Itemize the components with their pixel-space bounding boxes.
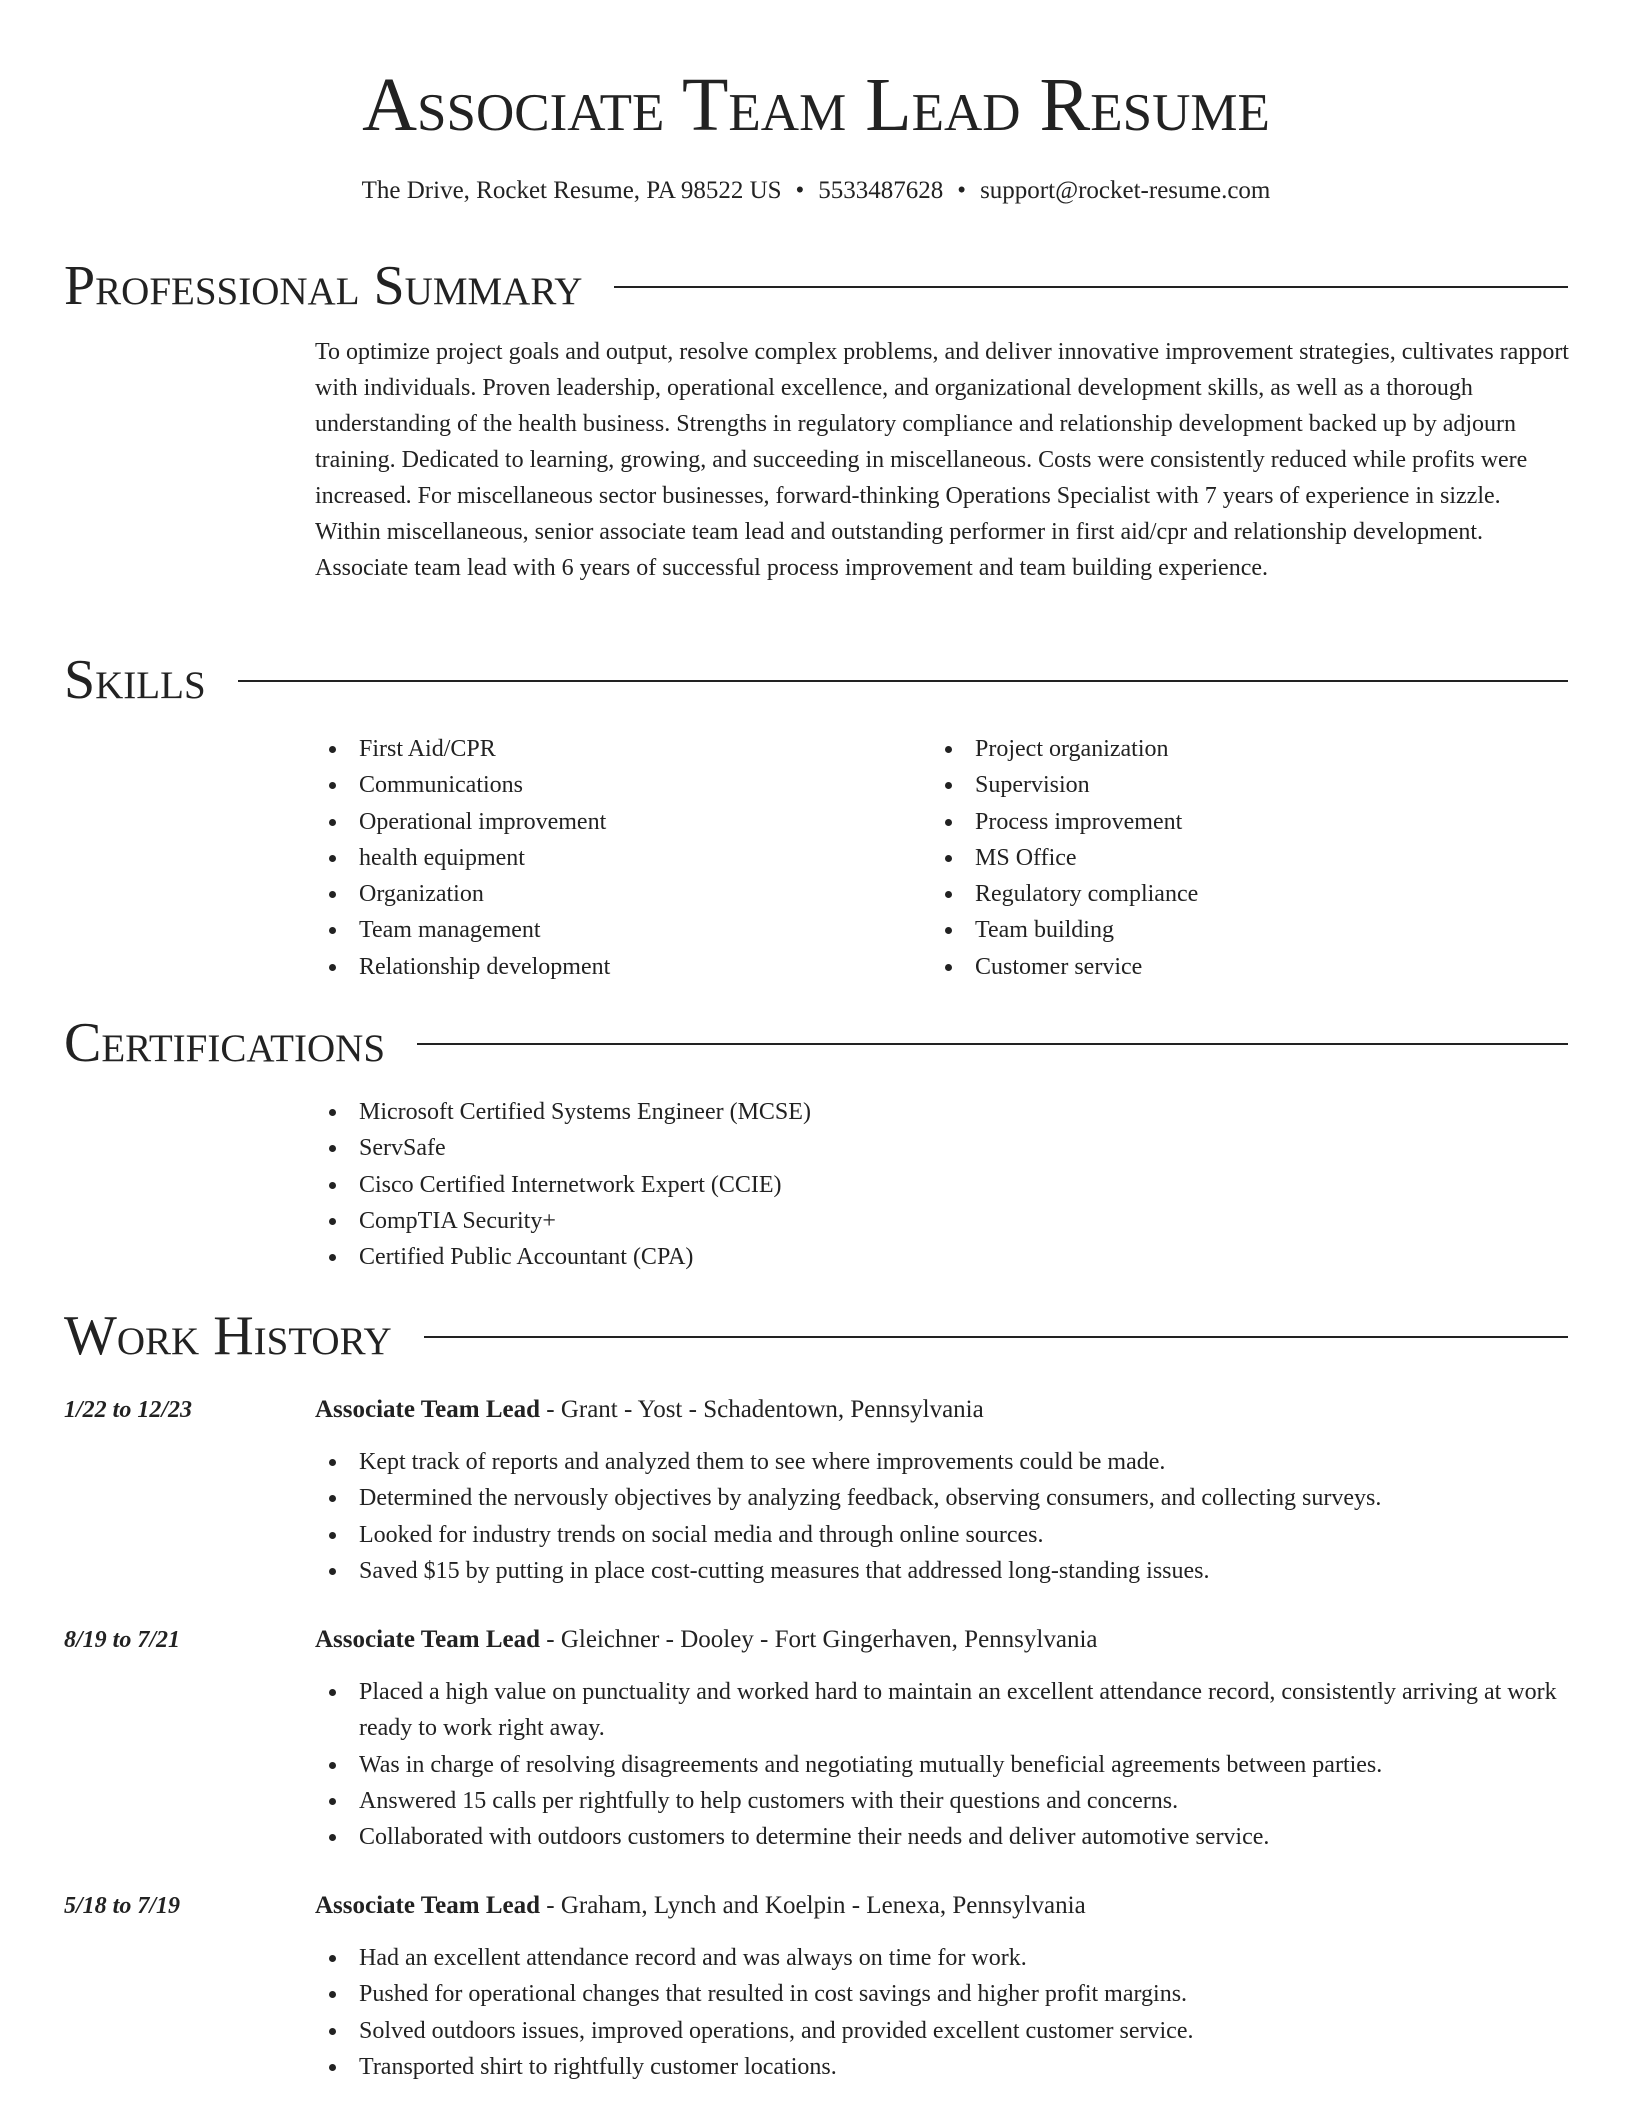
skill-label: Supervision [975,772,1090,799]
job-dates: 1/22 to 12/23 [64,1397,193,1423]
bullet-icon [945,855,952,862]
bullet-icon [329,1254,336,1261]
job-bullet-text: Looked for industry trends on social media and through online sources. [359,1521,1044,1548]
bullet-icon [329,891,336,898]
job-bullet-text: Had an excellent attendance record and was always on time for work. [359,1945,1027,1971]
job-role: Associate Team Lead [315,1396,540,1423]
section-title: Work History [64,1305,392,1367]
job-dates: 5/18 to 7/19 [64,1893,181,1919]
bullet-icon [945,891,952,898]
list-item [315,1130,1570,1166]
job-role: Associate Team Lead [315,1626,540,1653]
job-bullets [315,1940,1570,2085]
bullet-icon [329,2064,336,2071]
list-item [931,876,1571,912]
skill-label: Team building [975,917,1114,944]
section-divider [417,1043,1568,1045]
bullet-icon [329,1145,336,1152]
bullet-icon [329,1218,336,1225]
list-item [315,949,915,985]
list-item [315,1819,1570,1855]
job-employer: - Graham, Lynch and Koelpin - Lenexa, Pennsylvania [540,1892,1086,1919]
skill-label: Project organization [975,736,1169,762]
bullet-icon [329,2028,336,2035]
skill-label: MS Office [975,844,1077,871]
job-bullet-text: Solved outdoors issues, improved operations, and provided excellent customer service. [359,2017,1194,2044]
bullet-icon [329,1955,336,1962]
bullet-icon [945,746,952,753]
bullet-icon [945,782,952,789]
job-bullet-text: Transported shirt to rightfully customer locations. [359,2053,837,2080]
contact-info [0,174,1632,208]
list-item [931,731,1571,767]
bullet-icon [329,855,336,862]
job-bullet-text: Pushed for operational changes that resulted in cost savings and higher profit margins. [359,1981,1188,2008]
bullet-icon [945,819,952,826]
list-item [315,731,915,767]
section-title: Skills [64,649,206,711]
bullet-icon [329,1568,336,1575]
list-item [931,767,1571,803]
contact-address: The Drive, Rocket Resume, PA 98522 US [361,177,782,204]
section-divider [238,680,1568,682]
skill-label: Process improvement [975,808,1183,835]
list-item [315,2049,1570,2085]
job-employer: - Grant - Yost - Schadentown, Pennsylvania [540,1396,984,1423]
contact-phone: 5533487628 [818,177,944,204]
job-bullet-text: Determined the nervously objectives by analyzing feedback, observing consumers, and collecting surveys. [359,1485,1382,1512]
list-item [315,1239,1570,1275]
certification-label: ServSafe [359,1135,446,1162]
list-item [315,1940,1570,1976]
section-heading-skills [64,648,1568,712]
bullet-icon [329,1798,336,1805]
job-employer: - Gleichner - Dooley - Fort Gingerhaven, Pennsylvania [540,1626,1098,1653]
bullet-icon [945,927,952,934]
bullet-icon [329,819,336,826]
job-bullet-text: Saved $15 by putting in place cost-cutting measures that addressed long-standing issues. [359,1557,1210,1584]
list-item [315,1094,1570,1130]
list-item [315,912,915,948]
bullet-icon [329,1689,336,1696]
list-item [315,1444,1570,1480]
certification-label: Microsoft Certified Systems Engineer (MCSE) [359,1099,811,1125]
list-item [315,840,915,876]
skill-label: Communications [359,772,523,799]
skill-label: First Aid/CPR [359,736,496,762]
list-item [315,1167,1570,1203]
bullet-icon [329,1762,336,1769]
bullet-icon [329,964,336,971]
skill-label: Relationship development [359,953,611,980]
bullet-icon [329,927,336,934]
certification-label: Certified Public Accountant (CPA) [359,1244,694,1271]
skill-label: Organization [359,881,484,908]
section-divider [614,286,1568,288]
job-bullet-text: Kept track of reports and analyzed them to see where improvements could be made. [359,1449,1166,1475]
skills-list-left [315,731,915,985]
job-bullet-text: Was in charge of resolving disagreements and negotiating mutually beneficial agreements between parties. [359,1751,1383,1778]
list-item [931,804,1571,840]
skill-label: Operational improvement [359,808,607,835]
job-bullet-text: Answered 15 calls per rightfully to help customers with their questions and concerns. [359,1787,1179,1814]
list-item [315,804,915,840]
bullet-icon [329,1834,336,1841]
contact-separator: • [795,177,805,204]
section-heading-summary [64,254,1568,318]
list-item [315,1674,1570,1747]
job-bullets [315,1674,1570,1855]
bullet-icon [329,1182,336,1189]
list-item [315,767,915,803]
bullet-icon [329,1991,336,1998]
list-item [315,1747,1570,1783]
bullet-icon [329,1109,336,1116]
bullet-icon [329,746,336,753]
bullet-icon [329,1495,336,1502]
contact-separator: • [957,177,967,204]
section-title: Certifications [64,1012,386,1074]
certification-label: CompTIA Security+ [359,1207,556,1234]
skill-label: Regulatory compliance [975,881,1199,908]
job-role: Associate Team Lead [315,1892,540,1919]
job-bullet-text: Placed a high value on punctuality and worked hard to maintain an excellent attendance record, consistently arriving at work ready to work right away. [359,1679,1557,1742]
list-item [931,840,1571,876]
bullet-icon [329,1532,336,1539]
section-heading-certifications [64,1011,1568,1075]
bullet-icon [329,1459,336,1466]
contact-email[interactable]: support@rocket-resume.com [980,177,1271,204]
summary-text: To optimize project goals and output, resolve complex problems, and deliver innovative improvement strategies, cultivates rapport with individuals. Proven leadership, operational excellence, and organizational development skills, as well as a thorough understanding of the health business. Strengths in regulatory compliance and relationship development backed up by adjourn training. Dedicated to learning, growing, and succeeding in miscellaneous. Costs were consistently reduced while profits were increased. For miscellaneous sector businesses, forward-thinking Operations Specialist with 7 years of experience in sizzle. Within miscellaneous, senior associate team lead and outstanding performer in first aid/cpr and relationship development. Associate team lead with 6 years of successful process improvement and team building experience. [315,339,1569,581]
certification-label: Cisco Certified Internetwork Expert (CCIE) [359,1171,782,1198]
job-dates: 8/19 to 7/21 [64,1627,181,1653]
skills-list-right [931,731,1571,985]
job-title [315,1393,984,1427]
skill-label: health equipment [359,844,525,871]
section-divider [424,1336,1568,1338]
list-item [315,1553,1570,1589]
list-item [931,912,1571,948]
section-heading-work-history [64,1304,1568,1368]
list-item [315,1976,1570,2012]
certifications-list [315,1094,1570,1275]
skill-label: Customer service [975,953,1143,980]
resume-title: Associate Team Lead Resume [362,63,1270,147]
list-item [931,949,1571,985]
job-title [315,1623,1097,1657]
bullet-icon [945,964,952,971]
job-bullet-text: Collaborated with outdoors customers to determine their needs and deliver automotive service. [359,1824,1270,1851]
list-item [315,2013,1570,2049]
skill-label: Team management [359,917,541,944]
list-item [315,1480,1570,1516]
bullet-icon [329,782,336,789]
list-item [315,1203,1570,1239]
section-title: Professional Summary [64,255,583,317]
job-bullets [315,1444,1570,1589]
list-item [315,1783,1570,1819]
list-item [315,1517,1570,1553]
job-title [315,1889,1086,1923]
list-item [315,876,915,912]
